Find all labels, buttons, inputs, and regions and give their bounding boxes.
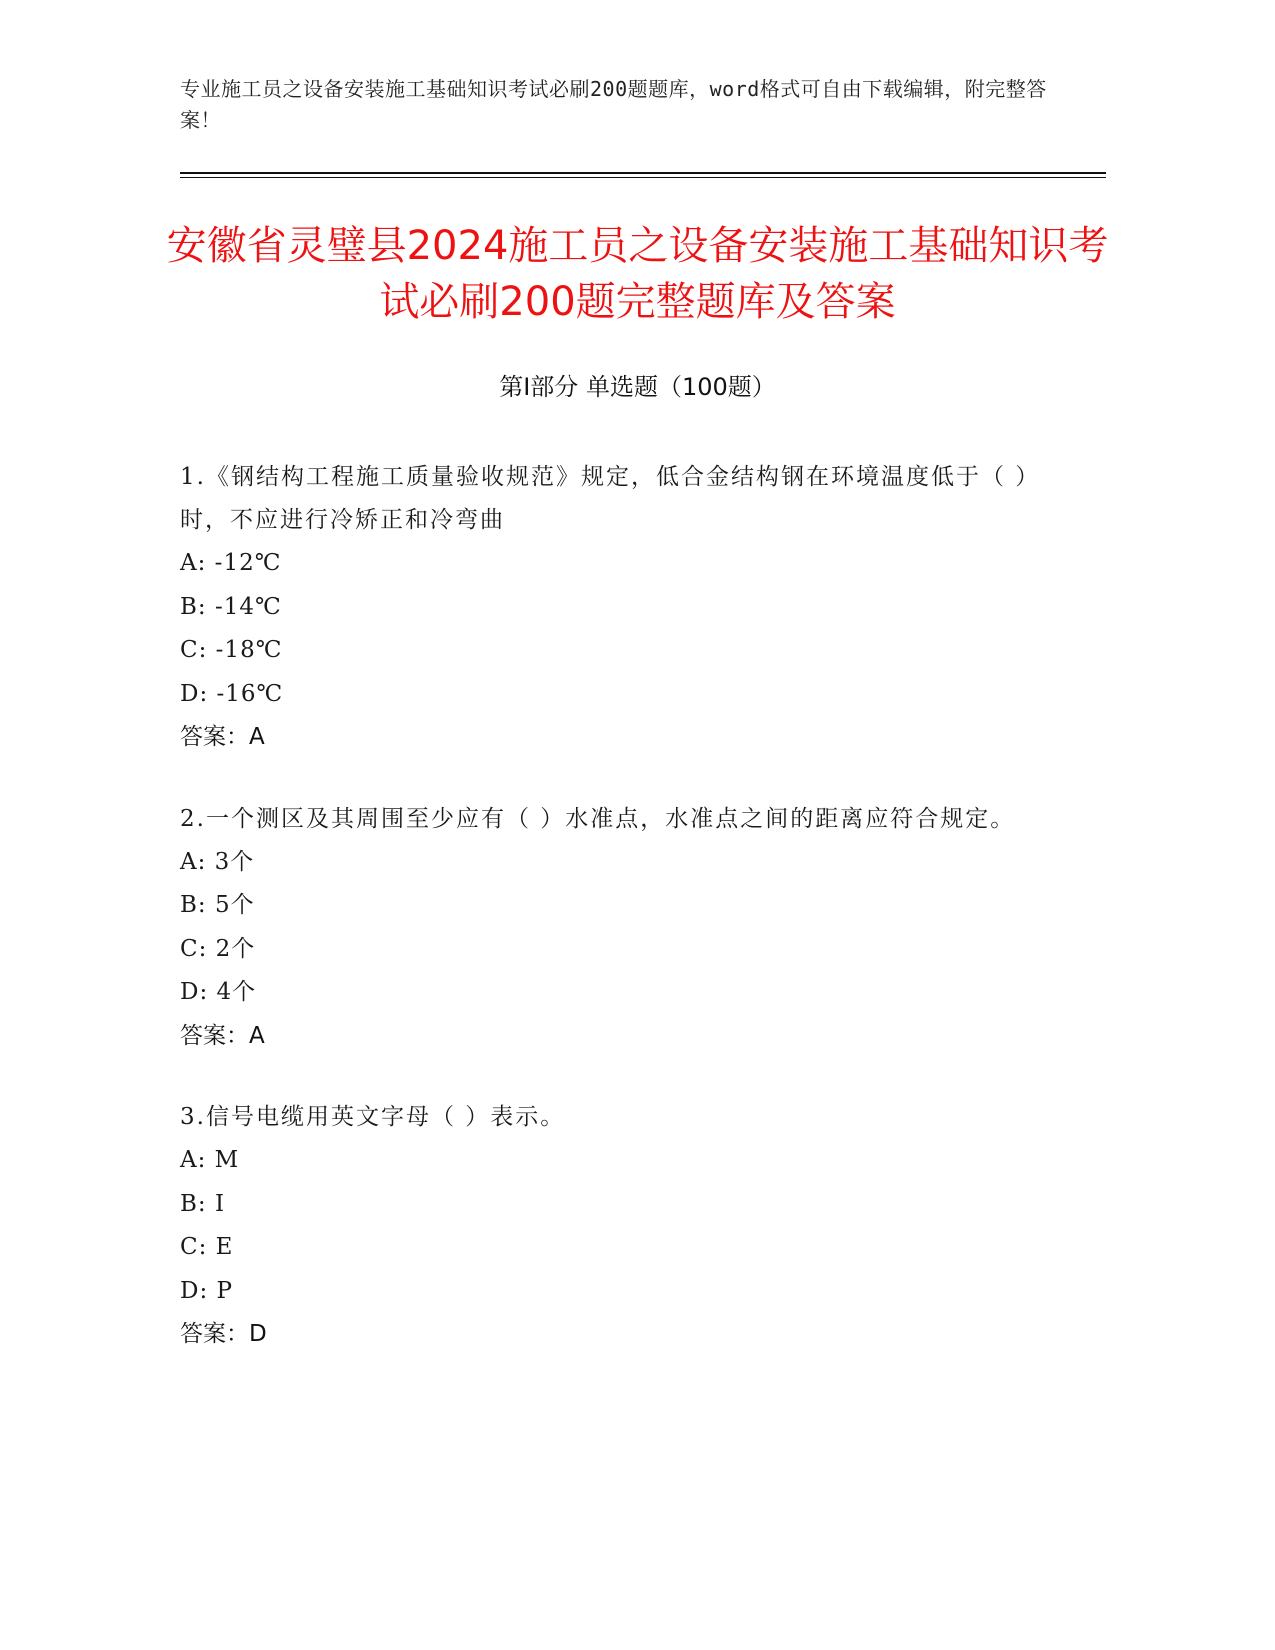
option-a: A: 3个 [180,848,255,875]
option-a: A: M [180,1147,240,1173]
question-2 [180,798,1060,1059]
answer-line: 答案：D [180,1321,267,1347]
question-3 [180,1096,1060,1357]
option-b: B: -14℃ [180,593,282,620]
header-note: 专业施工员之设备安装施工基础知识考试必刷200题题库，word格式可自由下载编辑，附完整答案！ [180,77,1047,132]
answer-line: 答案：A [180,1022,265,1049]
question-1 [180,456,1060,760]
option-d: D: 4个 [180,979,257,1005]
question-stem: 1.《钢结构工程施工质量验收规范》规定，低合金结构钢在环境温度低于（ ）时，不应进行冷矫正和冷弯曲 [180,464,1041,533]
document-title: 安徽省灵璧县2024施工员之设备安装施工基础知识考试必刷200题完整题库及答案 [166,223,1109,325]
option-a: A: -12℃ [180,550,282,576]
question-list [180,456,1060,1395]
option-c: C: E [180,1234,234,1260]
option-b: B: 5个 [180,892,255,918]
answer-line: 答案：A [180,724,265,750]
option-b: B: I [180,1190,226,1217]
header-divider-thick [180,172,1106,174]
option-d: D: P [180,1277,233,1304]
section-heading: 第I部分 单选题（100题） [499,373,776,401]
option-c: C: -18℃ [180,637,283,663]
question-stem: 2.一个测区及其周围至少应有（ ）水准点，水准点之间的距离应符合规定。 [180,805,1016,832]
question-stem: 3.信号电缆用英文字母（ ）表示。 [180,1104,566,1130]
option-c: C: 2个 [180,935,256,962]
header-divider-thin [180,177,1106,178]
option-d: D: -16℃ [180,680,284,707]
